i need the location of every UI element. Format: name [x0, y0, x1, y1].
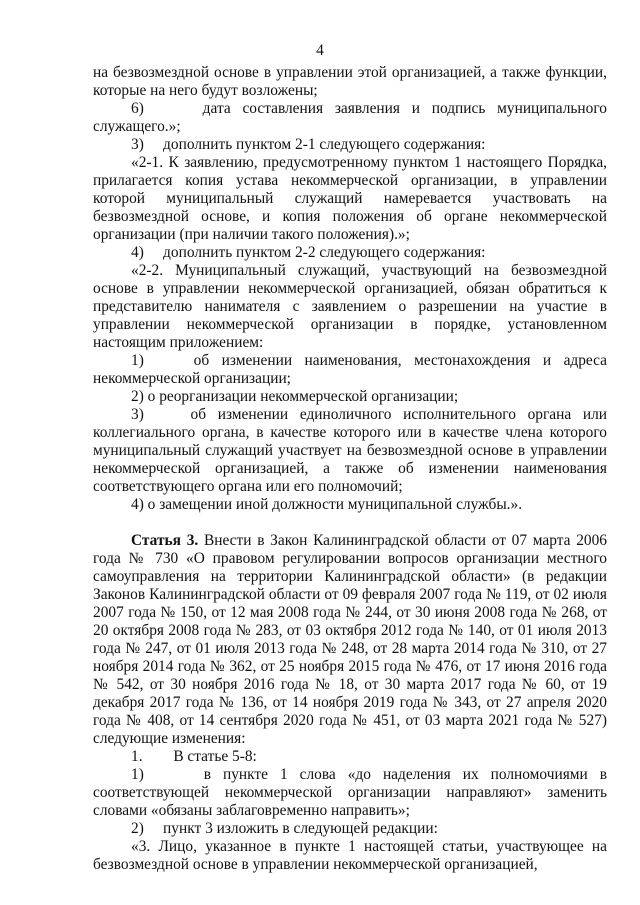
page-number: 4 [316, 42, 324, 59]
list-item: 1) об изменении наименования, местонахождения и адреса некоммерческой организации; [93, 352, 607, 387]
paragraph: «2-1. К заявлению, предусмотренному пунктом 1 настоящего Порядка, прилагается копия устава некоммерческой организации, в управлении которой муниципальный служащий намеревается участвовать на безвозмездной основе, и копия положения об органе некоммерческой организации (при наличии такого положения).»; [93, 154, 607, 243]
list-item: 4) о замещении иной должности муниципальной службы.». [131, 496, 523, 513]
list-item: 6) дата составления заявления и подпись муниципального служащего.»; [93, 100, 607, 135]
article-3-paragraph [93, 532, 607, 748]
list-item: 1) в пункте 1 слова «до наделения их полномочиями в соответствующей некоммерческой организации направляют» заменить словами «обязаны заблаговременно направить»; [93, 766, 607, 819]
paragraph: на безвозмездной основе в управлении этой организацией, а также функции, которые на него будут возложены; [93, 64, 607, 99]
list-item: 4) дополнить пунктом 2-2 следующего содержания: [131, 244, 486, 261]
list-item: 3) об изменении единоличного исполнительного органа или коллегиального органа, в качестве которого или в качестве члена которого муниципальный служащий участвует на безвозмездной основе в управлении некоммерческой организацией, а также об изменении наименования соответствующего органа или его полномочий; [93, 406, 607, 495]
list-item: 2) о реорганизации некоммерческой организации; [131, 388, 459, 405]
list-item: 3) дополнить пунктом 2-1 следующего содержания: [131, 136, 486, 153]
article-text: Внести в Закон Калининградской области от 07 марта 2006 года № 730 «О правовом регулировании вопросов организации местного самоуправления на территории Калининградской области» (в редакции Законов Калининградской области от 09 февраля 2007 года № 119, от 02 июля 2007 года № 150, от 12 мая 2008 года № 244, от 30 июня 2008 года № 268, от 20 октября 2008 года № 283, от 03 октября 2012 года № 140, от 01 июля 2013 года № 247, от 01 июля 2013 года № 248, от 28 марта 2014 года № 310, от 27 ноября 2014 года № 362, от 25 ноября 2015 года № 476, от 17 июня 2016 года № 542, от 30 ноября 2016 года № 18, от 30 марта 2017 года № 60, от 19 декабря 2017 года № 136, от 14 ноября 2019 года № 343, от 27 апреля 2020 года № 408, от 14 сентября 2020 года № 451, от 03 марта 2021 года № 527) следующие изменения: [93, 532, 607, 747]
paragraph: «3. Лицо, указанное в пункте 1 настоящей статьи, участвующее на безвозмездной основе в управлении некоммерческой организацией, [93, 838, 607, 873]
paragraph: «2-2. Муниципальный служащий, участвующий на безвозмездной основе в управлении некоммерческой организацией, обязан обратиться к представителю нанимателя с заявлением о разрешении на участие в управлении некоммерческой организации в порядке, установленном настоящим приложением: [93, 262, 607, 351]
list-item: 2) пункт 3 изложить в следующей редакции: [131, 820, 438, 837]
document-body [93, 64, 607, 874]
article-heading: Статья 3. [131, 532, 199, 549]
list-item: 1. В статье 5-8: [131, 748, 257, 765]
spacer [93, 514, 607, 532]
